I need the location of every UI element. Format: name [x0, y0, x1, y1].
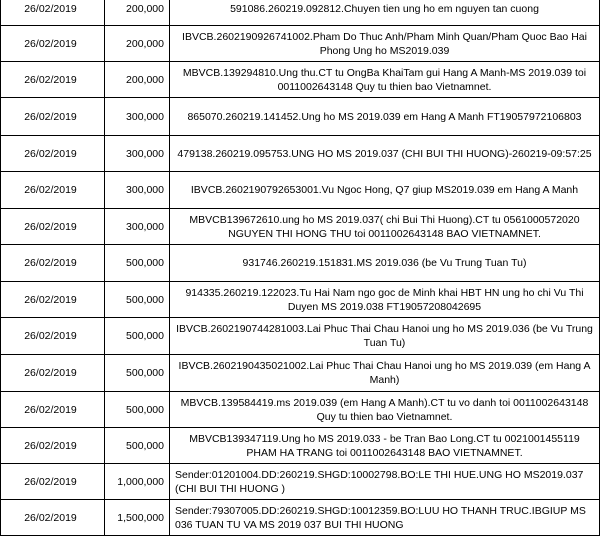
ledger-body	[1, 0, 600, 536]
amount-cell: 200,000	[105, 62, 170, 98]
table-row	[1, 98, 600, 136]
description-cell: IBVCB.2602190744281003.Lai Phuc Thai Chau Hanoi ung ho MS 2019.036 (be Vu Trung Tuan Tu)	[170, 318, 600, 355]
date-cell: 26/02/2019	[1, 318, 105, 355]
amount-cell: 300,000	[105, 98, 170, 136]
amount-cell: 200,000	[105, 26, 170, 62]
description-cell: 865070.260219.141452.Ung ho MS 2019.039 em Hang A Manh FT19057972106803	[170, 98, 600, 136]
amount-cell: 500,000	[105, 245, 170, 282]
table-row	[1, 0, 600, 26]
description-cell: 931746.260219.151831.MS 2019.036 (be Vu Trung Tuan Tu)	[170, 245, 600, 282]
table-row	[1, 282, 600, 318]
amount-cell: 500,000	[105, 428, 170, 464]
amount-cell: 300,000	[105, 209, 170, 245]
description-cell: IBVCB.2602190926741002.Pham Do Thuc Anh/Pham Minh Quan/Pham Quoc Bao Hai Phong Ung ho MS2019.039	[170, 26, 600, 62]
amount-cell: 300,000	[105, 172, 170, 209]
description-cell: 914335.260219.122023.Tu Hai Nam ngo goc de Minh khai HBT HN ung ho chi Vu Thi Duyen MS 2019.038 FT19057208042695	[170, 282, 600, 318]
amount-cell: 500,000	[105, 392, 170, 428]
table-row	[1, 62, 600, 98]
amount-cell: 200,000	[105, 0, 170, 26]
amount-cell: 300,000	[105, 136, 170, 172]
table-row	[1, 392, 600, 428]
amount-cell: 1,500,000	[105, 500, 170, 536]
date-cell: 26/02/2019	[1, 392, 105, 428]
date-cell: 26/02/2019	[1, 0, 105, 26]
description-cell: IBVCB.2602190435021002.Lai Phuc Thai Chau Hanoi ung ho MS 2019.039 (em Hang A Manh)	[170, 355, 600, 392]
date-cell: 26/02/2019	[1, 136, 105, 172]
description-cell: 479138.260219.095753.UNG HO MS 2019.037 (CHI BUI THI HUONG)-260219-09:57:25	[170, 136, 600, 172]
date-cell: 26/02/2019	[1, 245, 105, 282]
table-row	[1, 245, 600, 282]
description-cell: Sender:79307005.DD:260219.SHGD:10012359.BO:LUU HO THANH TRUC.IBGIUP MS 036 TUAN TU VA MS 2019 037 BUI THI HUONG	[170, 500, 600, 536]
date-cell: 26/02/2019	[1, 98, 105, 136]
description-cell: MBVCB139347119.Ung ho MS 2019.033 - be Tran Bao Long.CT tu 0021001455119 PHAM HA TRANG toi 0011002643148 BAO VIETNAMNET.	[170, 428, 600, 464]
amount-cell: 1,000,000	[105, 464, 170, 500]
table-row	[1, 318, 600, 355]
table-row	[1, 355, 600, 392]
table-row	[1, 172, 600, 209]
amount-cell: 500,000	[105, 355, 170, 392]
description-cell: IBVCB.2602190792653001.Vu Ngoc Hong, Q7 giup MS2019.039 em Hang A Manh	[170, 172, 600, 209]
date-cell: 26/02/2019	[1, 355, 105, 392]
description-cell: 591086.260219.092812.Chuyen tien ung ho em nguyen tan cuong	[170, 0, 600, 26]
description-cell: MBVCB.139294810.Ung thu.CT tu OngBa KhaiTam gui Hang A Manh-MS 2019.039 toi 0011002643148 Quy tu thien bao Vietnamnet.	[170, 62, 600, 98]
date-cell: 26/02/2019	[1, 209, 105, 245]
date-cell: 26/02/2019	[1, 500, 105, 536]
description-cell: MBVCB.139584419.ms 2019.039 (em Hang A Manh).CT tu vo danh toi 0011002643148 Quy tu thien bao Vietnamnet.	[170, 392, 600, 428]
table-row	[1, 26, 600, 62]
date-cell: 26/02/2019	[1, 172, 105, 209]
date-cell: 26/02/2019	[1, 464, 105, 500]
date-cell: 26/02/2019	[1, 62, 105, 98]
table-row	[1, 136, 600, 172]
table-row	[1, 209, 600, 245]
table-row	[1, 464, 600, 500]
description-cell: MBVCB139672610.ung ho MS 2019.037( chi Bui Thi Huong).CT tu 0561000572020 NGUYEN THI HONG THU toi 0011002643148 BAO VIETNAMNET.	[170, 209, 600, 245]
amount-cell: 500,000	[105, 282, 170, 318]
date-cell: 26/02/2019	[1, 428, 105, 464]
amount-cell: 500,000	[105, 318, 170, 355]
table-row	[1, 500, 600, 536]
date-cell: 26/02/2019	[1, 282, 105, 318]
description-cell: Sender:01201004.DD:260219.SHGD:10002798.BO:LE THI HUE.UNG HO MS2019.037 (CHI BUI THI HUONG )	[170, 464, 600, 500]
date-cell: 26/02/2019	[1, 26, 105, 62]
table-row	[1, 428, 600, 464]
